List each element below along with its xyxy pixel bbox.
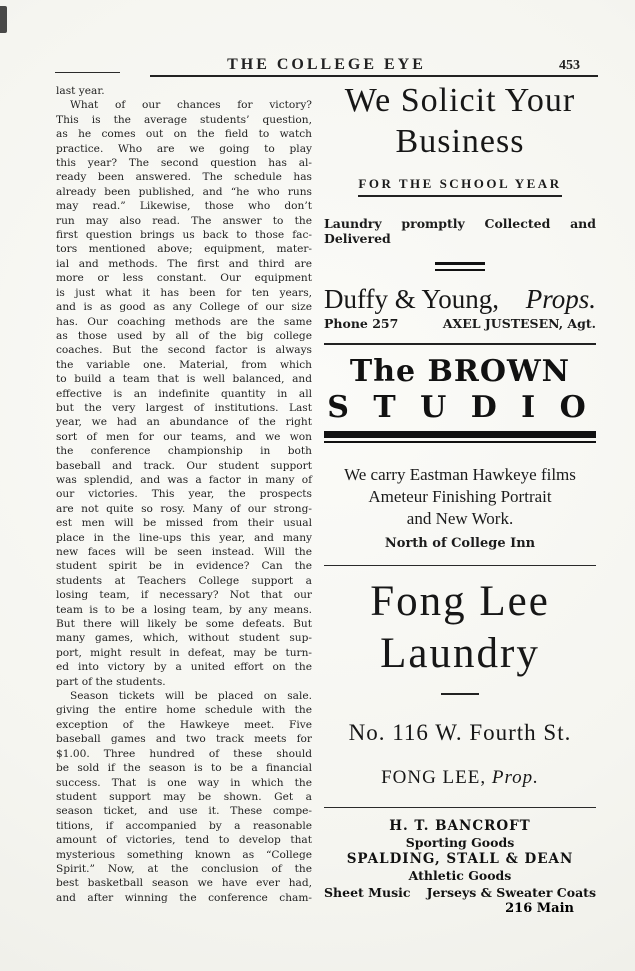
article-line: but the very largest of institutions. Last: [56, 401, 312, 414]
ad-fong-lee: [324, 576, 596, 808]
fong-lee-proprietor-line: [324, 767, 596, 789]
article-line: as he comes out on the field to watch: [56, 128, 312, 141]
article-line: baseball games and two track meets for: [56, 733, 312, 746]
article-line: coaches. But the second factor is always: [56, 344, 312, 357]
article-line: mysterious something known as “College: [56, 848, 312, 861]
article-line: is just what it has been for ten years,: [56, 286, 312, 299]
ad-bancroft: [324, 818, 596, 916]
fong-lee-name-line1: Fong Lee: [370, 578, 550, 625]
phone-agent-line: [324, 316, 596, 331]
article-line: team is to be a losing team, by any means.: [56, 603, 312, 616]
fong-lee-address: No. 116 W. Fourth St.: [348, 720, 572, 745]
bancroft-left-item: Sheet Music: [324, 885, 411, 900]
article-line: effective is an indefinite quantity in all: [56, 387, 312, 400]
proprietors-names: Duffy & Young,: [324, 284, 500, 314]
article-line: many games, which, without student sup-: [56, 632, 312, 645]
page-header: [55, 56, 598, 80]
bancroft-line4: Athletic Goods: [408, 868, 512, 883]
props-label: Props.: [525, 284, 596, 314]
bancroft-line3: SPALDING, STALL & DEAN: [346, 851, 574, 867]
article-line: amount of victories, tend to develop that: [56, 834, 312, 847]
article-line: losing team, if necessary? Not that our: [56, 589, 312, 602]
studio-body-line2: Ameteur Finishing Portrait: [368, 487, 552, 506]
article-line: baseball and track. Our student support: [56, 459, 312, 472]
article-line: may read.” Likewise, those who don’t: [56, 200, 312, 213]
studio-location: North of College Inn: [384, 536, 536, 551]
article-line: ial and methods. The first and third are: [56, 257, 312, 270]
section-rule: [324, 343, 596, 345]
bancroft-split-line: [324, 884, 596, 901]
ad-headline-line2: Business: [395, 123, 525, 160]
article-line: practice. Who are we going to play: [56, 142, 312, 155]
article-line: and after winning the conference cham-: [56, 891, 312, 904]
article-line: ed into victory by a united effort on the: [56, 661, 312, 674]
bancroft-right-item: Jerseys & Sweater Coats: [426, 885, 596, 900]
article-line: first question brings us back to those fac-: [56, 229, 312, 242]
bancroft-address: 216 Main: [505, 901, 574, 916]
section-rule: [324, 807, 596, 808]
article-line: has. Our coaching methods are the same: [56, 315, 312, 328]
article-line: student support may be shown. Get a: [56, 790, 312, 803]
article-line: more or less constant. Our equipment: [56, 272, 312, 285]
prop-label: Prop.: [491, 767, 539, 788]
bancroft-name: H. T. BANCROFT: [389, 818, 531, 834]
article-line: and is as good as any College of our size: [56, 301, 312, 314]
studio-body-line1: We carry Eastman Hawkeye films: [344, 465, 576, 484]
ad-laundry-top: [324, 80, 596, 345]
thick-bar-rule: [324, 431, 596, 438]
scan-artifact: [0, 6, 7, 33]
ad-brown-studio: [324, 354, 596, 566]
bancroft-line2: Sporting Goods: [405, 835, 515, 850]
article-line: Spirit.” Now, at the conclusion of the: [56, 862, 312, 875]
article-line: best basketball season we have ever had,: [56, 877, 312, 890]
studio-title-line1: The BROWN: [349, 354, 571, 389]
article-line: place in the line-ups this year, and many: [56, 531, 312, 544]
article-line: the conference championship in both: [56, 445, 312, 458]
article-line: est men will be missed from their usual: [56, 517, 312, 530]
fong-lee-proprietor-name: FONG LEE,: [381, 767, 487, 788]
article-line: year, we had an abundance of the right: [56, 416, 312, 429]
ad-subhead-wrap: [324, 173, 596, 197]
phone-number: Phone 257: [324, 316, 399, 331]
fong-lee-name-line2: Laundry: [380, 630, 540, 677]
article-column: [56, 84, 312, 905]
article-line: was splendid, and was a factor in many of: [56, 473, 312, 486]
studio-title-line2: S T U D I O: [327, 390, 593, 425]
double-rule-ornament: [435, 262, 485, 271]
article-line: sort of men for our teams, and we won: [56, 430, 312, 443]
thin-bar-rule: [324, 441, 596, 443]
article-line: the variable one. Material, from which: [56, 358, 312, 371]
article-line: are not quite so rosy. Many of our strong-: [56, 502, 312, 515]
section-rule: [324, 565, 596, 566]
article-line: Season tickets will be placed on sale.: [70, 690, 312, 703]
article-line: new faces will be seen instead. Will the: [56, 546, 312, 558]
article-line: What of our chances for victory?: [70, 99, 312, 112]
article-line: success. That is one way in which the: [56, 776, 312, 789]
article-line: be sold if the season is to be a financial: [56, 762, 312, 775]
article-line: port, might result in defeat, may be turn-: [56, 646, 312, 659]
article-line: $1.00. Three hundred of these should: [56, 747, 312, 760]
article-line: as those used by all of the big college: [56, 329, 312, 342]
publication-title: THE COLLEGE EYE: [227, 56, 426, 73]
studio-body-line3: and New Work.: [406, 509, 514, 528]
article-line: giving the entire home schedule with the: [56, 704, 312, 717]
header-rule: [150, 75, 598, 77]
article-line: students at Teachers College support a: [56, 574, 312, 587]
article-line: student spirit be in evidence? Can the: [56, 560, 312, 573]
ads-column: [324, 80, 596, 916]
article-line: But there will likely be some defeats. But: [56, 618, 312, 631]
article-line: part of the students.: [56, 675, 166, 688]
ad-tagline: Laundry promptly Collected and Delivered: [324, 216, 596, 246]
article-line: our victories. This year, the prospects: [56, 488, 312, 501]
proprietors-line: [324, 283, 596, 315]
article-line: to build a team that is well balanced, and: [56, 373, 312, 386]
article-line: titions, if accompanied by a reasonable: [56, 819, 312, 832]
page-number: 453: [559, 58, 580, 73]
article-line: This is the average students’ question,: [56, 113, 312, 126]
article-line: already been published, and “he who runs: [56, 185, 312, 198]
ad-subhead: FOR THE SCHOOL YEAR: [358, 176, 561, 197]
article-line: run may also read. The answer to the: [56, 214, 312, 227]
article-line: ready been answered. The schedule has: [56, 171, 312, 184]
small-dash-rule: [441, 693, 479, 695]
agent-name: AXEL JUSTESEN, Agt.: [442, 316, 596, 331]
article-line: last year.: [56, 85, 105, 97]
article-line: tors mentioned above; equipment, mater-: [56, 243, 312, 256]
ad-headline-line1: We Solicit Your: [344, 82, 576, 119]
article-line: exception of the Hawkeye meet. Five: [56, 718, 312, 731]
article-line: season ticket, and use it. These compe-: [56, 805, 312, 818]
article-line: this year? The second question has al-: [56, 157, 312, 170]
